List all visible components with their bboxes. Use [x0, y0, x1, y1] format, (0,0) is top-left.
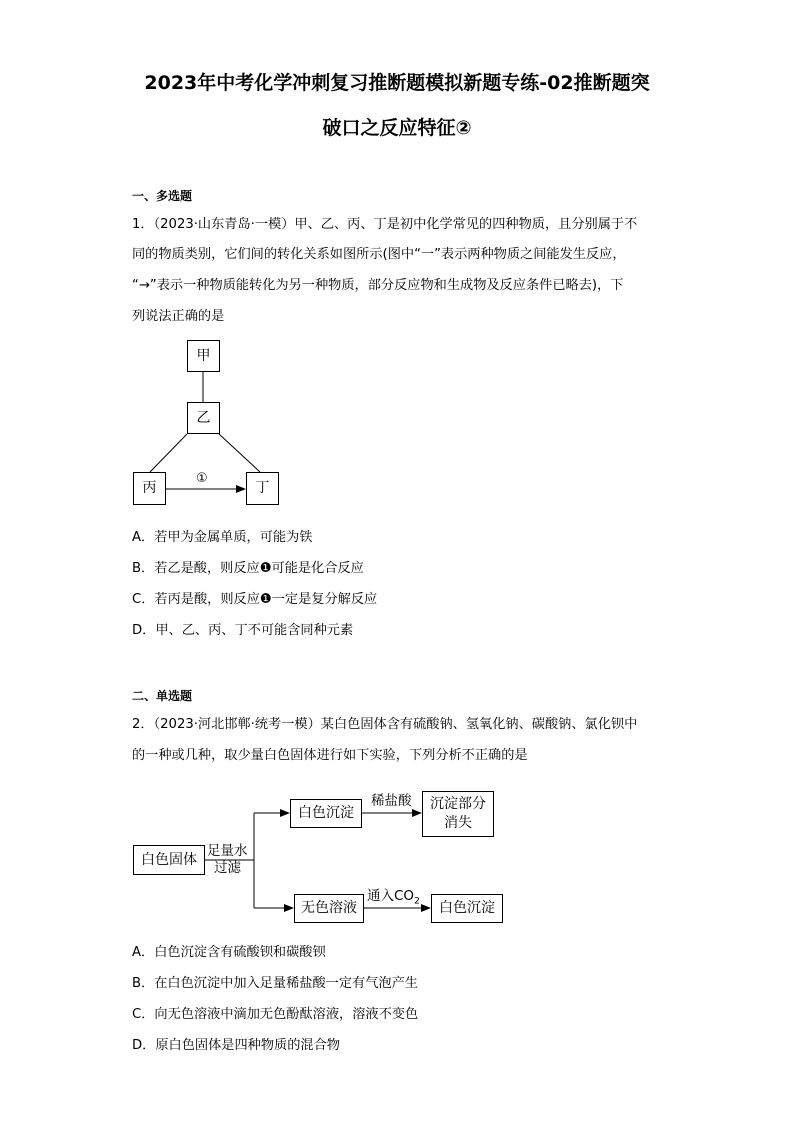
q1-option-d[interactable]: D．甲、乙、丙、丁不可能含同种元素: [132, 623, 354, 638]
q2-option-d[interactable]: D．原白色固体是四种物质的混合物: [132, 1038, 340, 1053]
arrowhead-icon: [421, 904, 431, 912]
node-white-solid: 白色固体: [133, 845, 205, 875]
result-text-line-1: 沉淀部分: [430, 796, 486, 812]
question-1-text-line: 1．（2023·山东青岛·一模）甲、乙、丙、丁是初中化学常见的四种物质，且分别属于不: [132, 217, 638, 232]
node-bing: 丙: [133, 472, 166, 505]
question-1-text-line: “→”表示一种物质能转化为另一种物质，部分反应物和生成物及反应条件已略去)，下: [132, 278, 624, 293]
arrowhead-icon: [284, 904, 294, 912]
q1-option-c[interactable]: C．若丙是酸，则反应❶一定是复分解反应: [132, 592, 378, 607]
section-heading-single-choice: 二、单选题: [132, 689, 193, 703]
q1-option-b[interactable]: B．若乙是酸，则反应❶可能是化合反应: [132, 561, 364, 576]
co2-label: 通入CO: [367, 888, 415, 904]
q2-option-a[interactable]: A．白色沉淀含有硫酸钡和碳酸钡: [132, 945, 326, 960]
page-title-line-2: 破口之反应特征②: [322, 117, 472, 139]
condition-filter: 过滤: [214, 860, 241, 876]
q1-option-a[interactable]: A．若甲为金属单质，可能为铁: [132, 530, 313, 545]
question-2-text-line: 的一种或几种，取少量白色固体进行如下实验，下列分析不正确的是: [132, 748, 528, 763]
result-text-line-2: 消失: [444, 815, 472, 831]
node-yi: 乙: [187, 402, 220, 434]
node-precipitate-partly-dissolves: [422, 791, 494, 837]
reagent-dilute-hcl: 稀盐酸: [371, 793, 412, 809]
reaction-label-1: ①: [196, 471, 208, 486]
node-colorless-solution: 无色溶液: [294, 894, 364, 923]
node-final-white-precipitate: 白色沉淀: [431, 894, 503, 923]
condition-water: 足量水: [207, 843, 248, 859]
node-ding: 丁: [246, 472, 279, 505]
question-2-text-line: 2．（2023·河北邯郸·统考一模）某白色固体含有硫酸钠、氢氧化钠、碳酸钠、氯化钡中: [132, 717, 638, 732]
arrowhead-icon: [412, 809, 422, 817]
reagent-co2: [367, 889, 420, 910]
arrowhead-icon: [280, 809, 290, 817]
node-white-precipitate: 白色沉淀: [290, 799, 362, 828]
question-1-text-line: 列说法正确的是: [132, 309, 225, 324]
co2-subscript: 2: [414, 896, 420, 907]
q2-option-b[interactable]: B．在白色沉淀中加入足量稀盐酸一定有气泡产生: [132, 976, 418, 991]
section-heading-multi-choice: 一、多选题: [132, 189, 193, 203]
page-title-line-1: 2023年中考化学冲刺复习推断题模拟新题专练-02推断题突: [144, 72, 650, 94]
node-jia: 甲: [187, 340, 220, 372]
q2-option-c[interactable]: C．向无色溶液中滴加无色酚酞溶液，溶液不变色: [132, 1007, 419, 1022]
question-1-text-line: 同的物质类别，它们间的转化关系如图所示(图中“一”表示两种物质之间能发生反应，: [132, 247, 626, 262]
